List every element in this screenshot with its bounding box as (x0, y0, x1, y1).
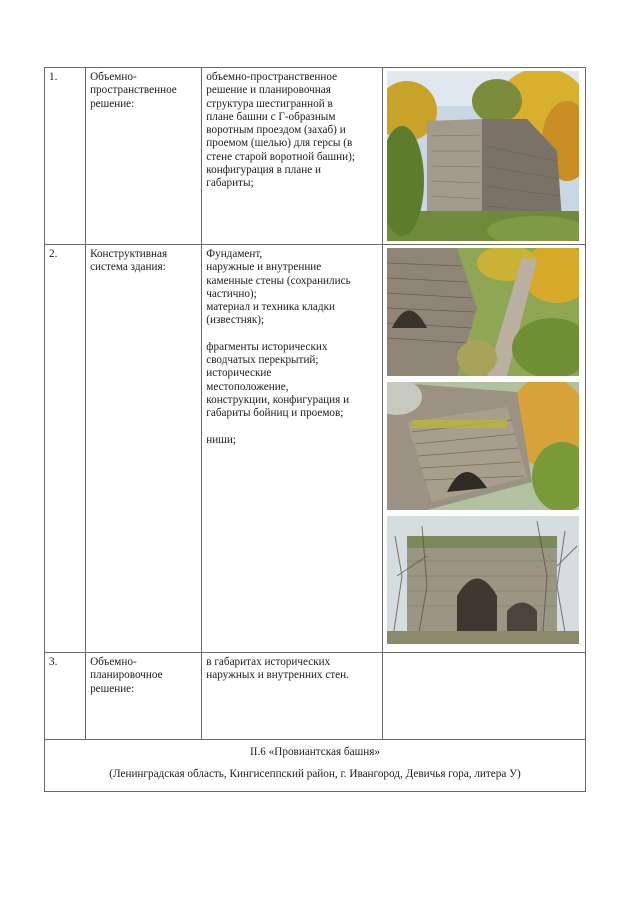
gate-arch-photo (387, 516, 579, 644)
row-photos (382, 245, 585, 653)
protection-subject-table (44, 67, 586, 792)
wall-arch-photo (387, 248, 579, 376)
row-label: Объемно- пространственное решение: (86, 68, 202, 245)
table-row (45, 653, 586, 740)
table-row (45, 68, 586, 245)
tower-ruin-photo (387, 71, 579, 241)
vaulted-niche-photo (387, 382, 579, 510)
row-number: 3. (45, 653, 86, 740)
row-photos (382, 68, 585, 245)
caption-row (45, 740, 586, 792)
row-description: в габаритах исторических наружных и внутренних стен. (202, 653, 382, 740)
row-description: объемно-пространственное решение и планировочная структура шестигранной в плане башни с Г-образным воротным проездом (захаб) и проемом (шелью) для герсы (в стене старой воротной башни); конфигурация в плане и габариты; (202, 68, 382, 245)
object-title: II.6 «Провиантская башня» (250, 746, 380, 758)
row-photos-empty (382, 653, 585, 740)
row-description: Фундамент, наружные и внутренние каменные стены (сохранились частично); материал и техника кладки (известняк); фрагменты исторических сводчатых перекрытий; исторические местоположение, конструкции, конфигурация и габариты бойниц и проемов; ниши; (202, 245, 382, 653)
table-row (45, 245, 586, 653)
row-number: 2. (45, 245, 86, 653)
row-label: Конструктивная система здания: (86, 245, 202, 653)
row-label: Объемно- планировочное решение: (86, 653, 202, 740)
object-caption (45, 740, 586, 792)
object-address: (Ленинградская область, Кингисеппский район, г. Ивангород, Девичья гора, литера У) (109, 768, 521, 781)
row-number: 1. (45, 68, 86, 245)
